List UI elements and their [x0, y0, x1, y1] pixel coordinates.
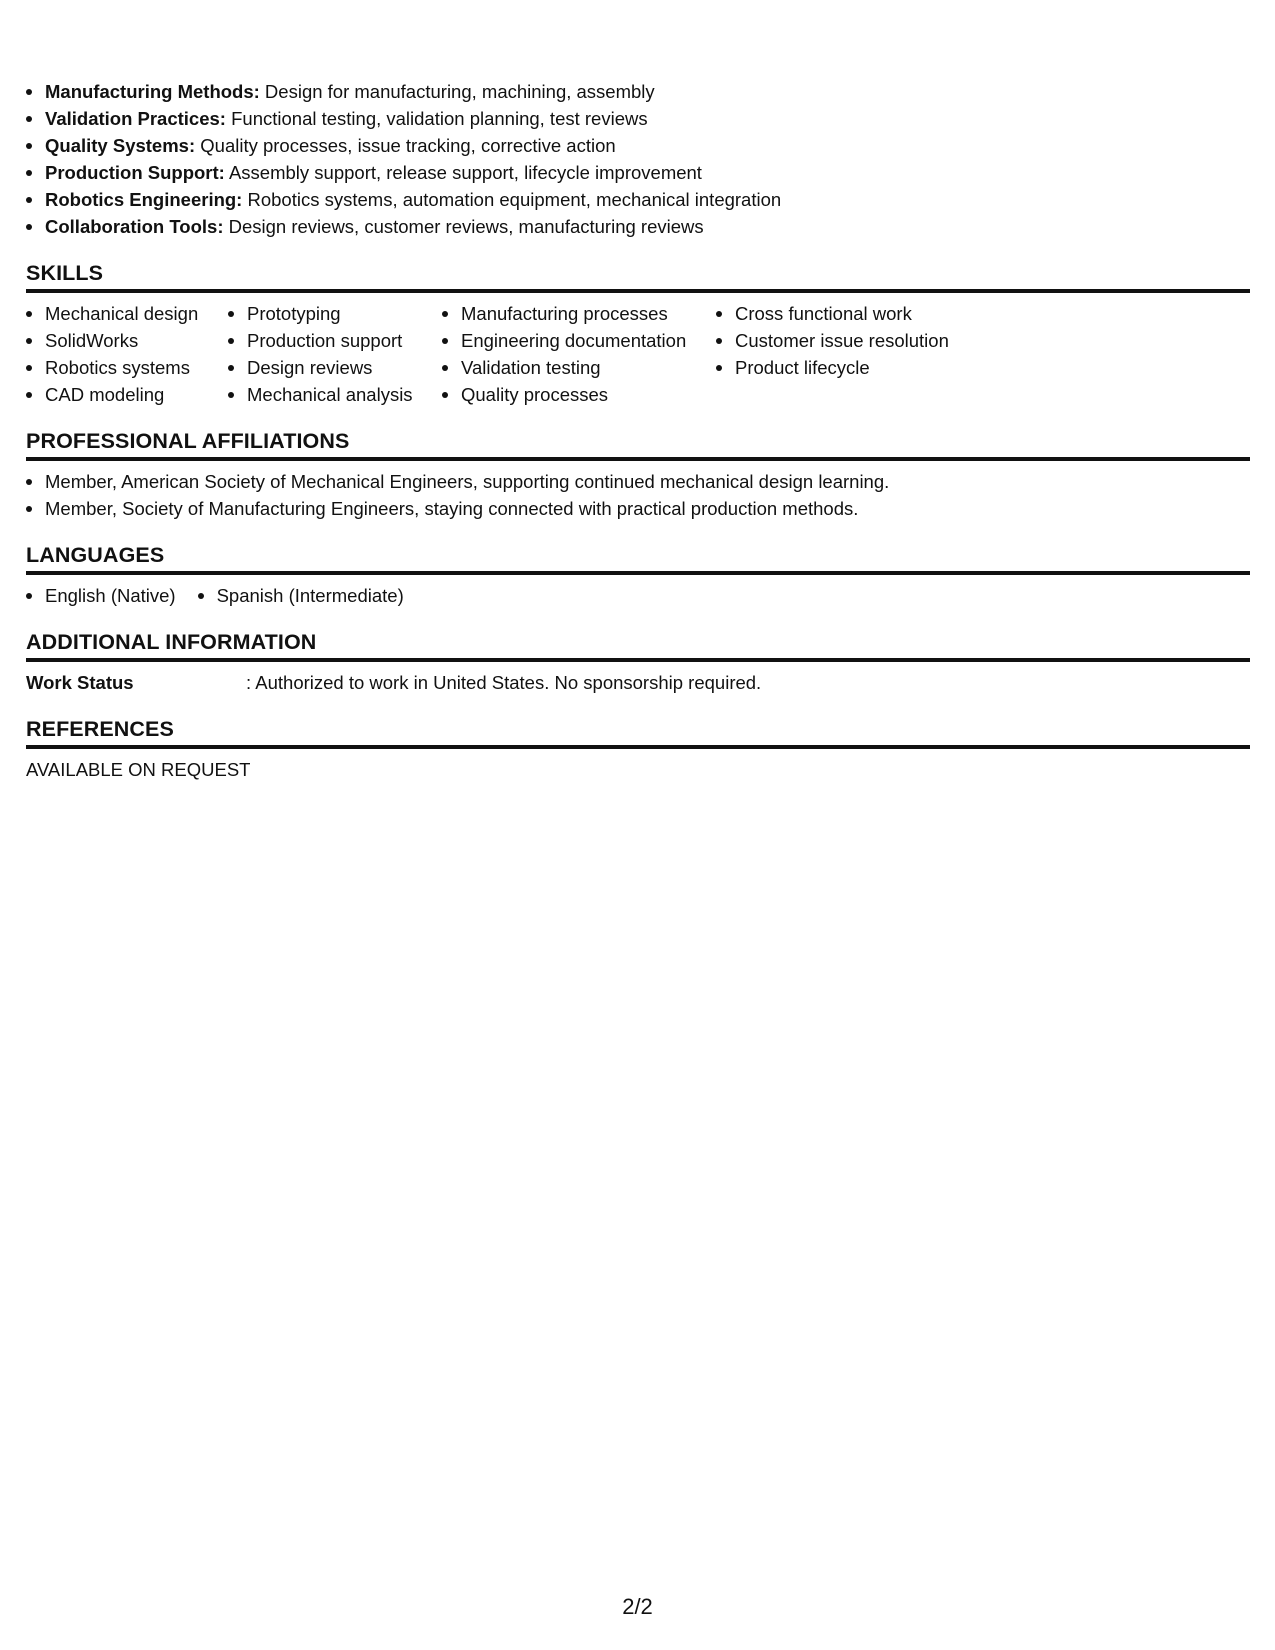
affiliations-list: [26, 468, 1250, 522]
section-title-skills: SKILLS: [26, 260, 1250, 293]
info-row: [26, 669, 1250, 696]
list-item: Member, Society of Manufacturing Engineers, staying connected with practical production methods.: [26, 495, 1250, 522]
competency-desc: Robotics systems, automation equipment, mechanical integration: [242, 189, 782, 210]
list-item: Production support: [228, 327, 442, 354]
competencies-list: [26, 78, 1250, 240]
competency-term: Quality Systems:: [45, 135, 196, 156]
section-title-references: REFERENCES: [26, 716, 1250, 749]
list-item: English (Native): [26, 582, 176, 609]
list-item: Member, American Society of Mechanical Engineers, supporting continued mechanical design learning.: [26, 468, 1250, 495]
references-text: AVAILABLE ON REQUEST: [26, 759, 251, 780]
competency-desc: Quality processes, issue tracking, corrective action: [195, 135, 616, 156]
affiliations-section: [26, 428, 1250, 522]
skills-column: [442, 300, 716, 408]
resume-page: [26, 78, 1250, 783]
skills-section: [26, 260, 1250, 408]
list-item: Manufacturing processes: [442, 300, 716, 327]
list-item: [26, 132, 1250, 159]
work-status-label: Work Status: [26, 672, 134, 693]
competency-desc: Functional testing, validation planning, test reviews: [225, 108, 648, 129]
list-item: [26, 105, 1250, 132]
list-item: Cross functional work: [716, 300, 1016, 327]
competency-term: Robotics Engineering:: [45, 189, 243, 210]
list-item: Prototyping: [228, 300, 442, 327]
competency-term: Production Support:: [45, 162, 225, 183]
list-item: Robotics systems: [26, 354, 228, 381]
competency-term: Collaboration Tools:: [45, 216, 224, 237]
skills-grid: [26, 300, 1250, 408]
skills-column: [26, 300, 228, 408]
additional-info-section: [26, 629, 1250, 696]
page-number: 2/2: [622, 1594, 653, 1619]
list-item: Engineering documentation: [442, 327, 716, 354]
work-status-value: : Authorized to work in United States. No sponsorship required.: [246, 672, 762, 693]
list-item: Mechanical analysis: [228, 381, 442, 408]
competency-desc: Assembly support, release support, lifecycle improvement: [224, 162, 702, 183]
list-item: Mechanical design: [26, 300, 228, 327]
list-item: Validation testing: [442, 354, 716, 381]
list-item: Customer issue resolution: [716, 327, 1016, 354]
list-item: [26, 186, 1250, 213]
competency-term: Manufacturing Methods:: [45, 81, 260, 102]
section-title-additional-info: ADDITIONAL INFORMATION: [26, 629, 1250, 662]
list-item: Design reviews: [228, 354, 442, 381]
competency-desc: Design reviews, customer reviews, manufacturing reviews: [223, 216, 704, 237]
list-item: [26, 159, 1250, 186]
skills-column: [228, 300, 442, 408]
list-item: SolidWorks: [26, 327, 228, 354]
competency-term: Validation Practices:: [45, 108, 226, 129]
references-section: [26, 716, 1250, 783]
competency-desc: Design for manufacturing, machining, assembly: [259, 81, 655, 102]
skills-column: [716, 300, 1016, 408]
list-item: Spanish (Intermediate): [198, 582, 404, 609]
languages-list: [26, 582, 1250, 609]
list-item: Product lifecycle: [716, 354, 1016, 381]
list-item: Quality processes: [442, 381, 716, 408]
list-item: CAD modeling: [26, 381, 228, 408]
list-item: [26, 78, 1250, 105]
section-title-affiliations: PROFESSIONAL AFFILIATIONS: [26, 428, 1250, 461]
languages-section: [26, 542, 1250, 609]
list-item: [26, 213, 1250, 240]
section-title-languages: LANGUAGES: [26, 542, 1250, 575]
